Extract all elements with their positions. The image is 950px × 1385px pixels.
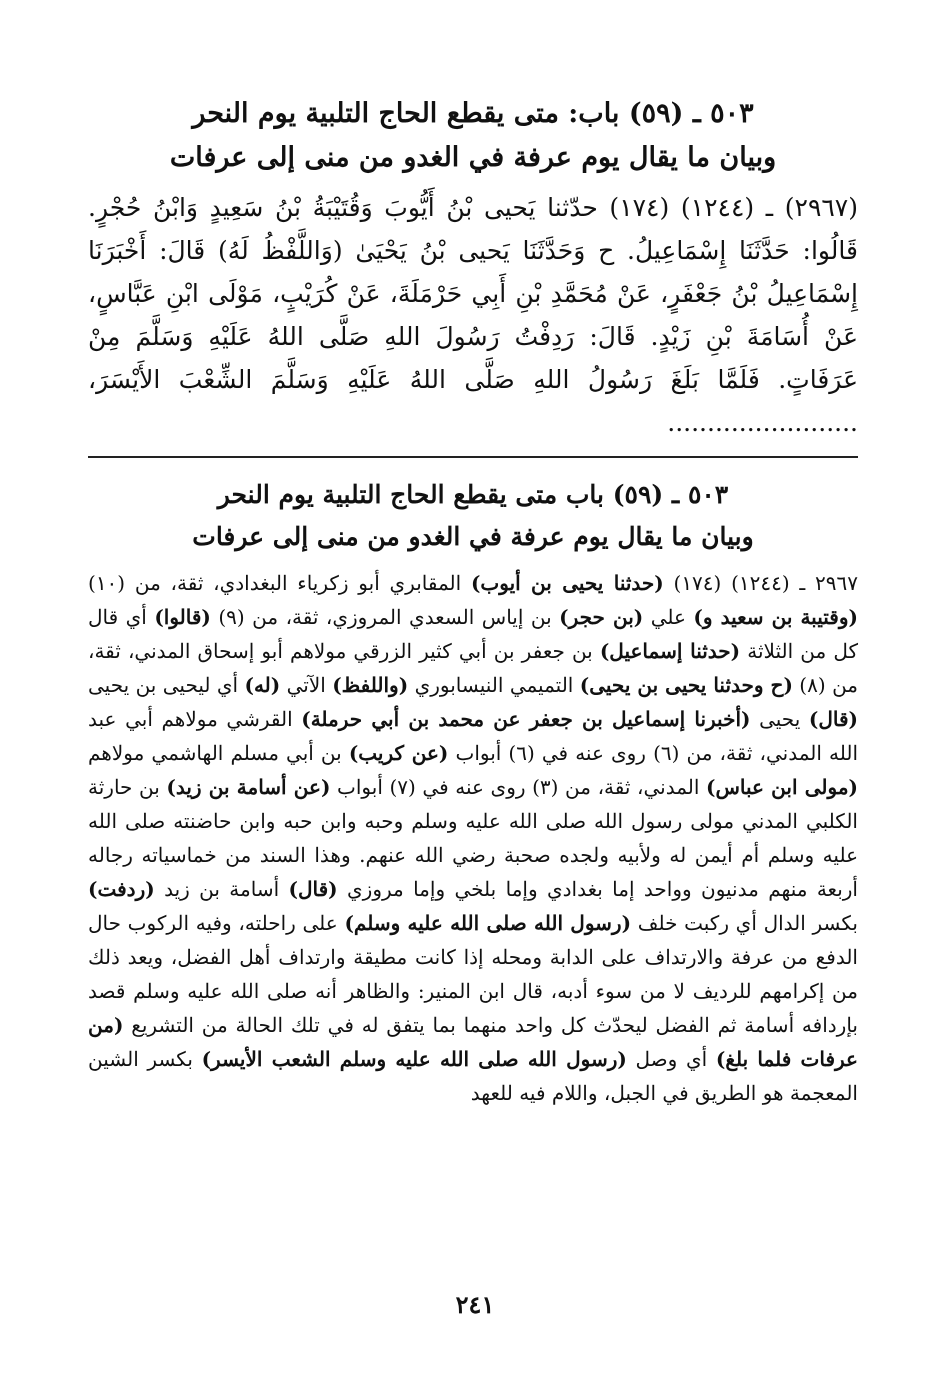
chapter-title-arabic xyxy=(88,92,858,180)
commentary-segment: بن إياس السعدي المروزي، ثقة، من (٩) xyxy=(210,605,560,629)
commentary-segment: يحيى xyxy=(750,707,809,731)
commentary-segment: التميمي النيسابوري xyxy=(408,673,580,697)
commentary-segment: بن حارثة الكلبي المدني مولى رسول الله صلى الله عليه وسلم وحبه وابن حبه وابن حاضنته صلى الله عليه وسلم أم أيمن له ولأبيه ولجده صحبة رضي الله عنهم. وهذا السند من خماسياته رجاله أربعة منهم مدنيون وواحد إما بغدادي وإما بلخي وإما مروزي xyxy=(88,775,858,901)
quoted-hadith-segment: (مولى ابن عباس) xyxy=(706,775,859,799)
quoted-hadith-segment: (حدثنا يحيى بن أيوب) xyxy=(470,571,664,595)
commentary-segment: المقابري أبو زكرياء البغدادي، ثقة، من (١٠) xyxy=(88,571,471,595)
quoted-hadith-segment: (رسول الله صلى الله عليه وسلم) xyxy=(344,911,632,935)
commentary-segment: أي وصل xyxy=(626,1047,716,1071)
commentary-text xyxy=(88,566,858,1110)
quoted-hadith-segment: (وقتيبة بن سعيد و) xyxy=(693,605,858,629)
commentary-segment: المدني، ثقة، من (٣) روى عنه في (٧) أبواب xyxy=(330,775,707,799)
chapter-title-line-2: وبيان ما يقال يوم عرفة في الغدو من منى إلى عرفات xyxy=(169,142,777,173)
commentary-segment: بن جعفر بن أبي كثير الزرقي مولاهم أبو إسحاق المدني، ثقة، من (٨) xyxy=(88,639,859,697)
commentary-title-line-2: وبيان ما يقال يوم عرفة في الغدو من منى إلى عرفات xyxy=(192,522,754,551)
commentary-segment: بكسر الشين المعجمة هو الطريق في الجبل، واللام فيه للعهد xyxy=(88,1047,858,1105)
hadith-paragraph xyxy=(88,186,858,444)
ellipsis: ........................ xyxy=(667,408,858,437)
commentary-segment: بكسر الدال أي ركبت خلف xyxy=(631,911,858,935)
page-number: ٢٤١ xyxy=(455,1290,495,1319)
commentary-segment: أي قال كل من الثلاثة xyxy=(88,605,858,663)
quoted-hadith-segment: (عن أسامة بن زيد) xyxy=(166,775,331,799)
commentary-title-line-1: ٥٠٣ ـ (٥٩) باب متى يقطع الحاج التلبية يوم النحر xyxy=(217,480,729,509)
hadith-text xyxy=(88,186,858,444)
commentary-segment: الآتي xyxy=(280,673,333,697)
commentary-segment: القرشي مولاهم أبي عبد الله المدني، ثقة، من (٦) روى عنه في (٦) أبواب xyxy=(88,707,859,765)
quoted-hadith-segment: (له) xyxy=(244,673,281,697)
quoted-hadith-segment: (واللفظ) xyxy=(332,673,409,697)
quoted-hadith-segment: (بن حجر) xyxy=(559,605,644,629)
section-divider xyxy=(88,456,858,458)
quoted-hadith-segment: (من عرفات فلما بلغ) xyxy=(88,1013,858,1071)
chapter-title-line-1: ٥٠٣ ـ (٥٩) باب: متى يقطع الحاج التلبية يوم النحر xyxy=(192,98,754,129)
quoted-hadith-segment: (قال) xyxy=(808,707,859,731)
hadith-body: (٢٩٦٧) ـ (١٢٤٤) (١٧٤) حدّثنا يَحيى بْنُ أَيُّوبَ وَقُتَيْبَةُ بْنُ سَعِيدٍ وَابْنُ حُجْرٍ. قَالُوا: حَدَّثَنَا إِسْمَاعِيلُ. ح وَحَدَّثَنَا يَحيى بْنُ يَحْيَىٰ (وَاللَّفْظُ لَهُ) قَالَ: أَخْبَرَنَا إِسْمَاعِيلُ بْنُ جَعْفَرٍ، عَنْ مُحَمَّدِ بْنِ أَبِي حَرْمَلَةَ، عَنْ كُرَيْبٍ، مَوْلَى ابْنِ عَبَّاسٍ، عَنْ أُسَامَةَ بْنِ زَيْدٍ. قَالَ: رَدِفْتُ رَسُولَ اللهِ صَلَّى اللهُ عَلَيْهِ وَسَلَّمَ مِنْ عَرَفَاتٍ. فَلَمَّا بَلَغَ رَسُولُ اللهِ صَلَّى اللهُ عَلَيْهِ وَسَلَّمَ الشِّعْبَ الأَيْسَرَ، xyxy=(88,193,858,394)
commentary-segment: علي xyxy=(643,605,694,629)
quoted-hadith-segment: (قال) xyxy=(288,877,338,901)
quoted-hadith-segment: (ح وحدثنا يحيى بن يحيى) xyxy=(579,673,793,697)
quoted-hadith-segment: (قالوا) xyxy=(154,605,211,629)
commentary-paragraph xyxy=(88,566,858,1110)
commentary-segment: ٢٩٦٧ ـ (١٢٤٤) (١٧٤) xyxy=(663,571,858,595)
quoted-hadith-segment: (ردفت) xyxy=(88,877,155,901)
commentary-segment: أسامة بن زيد xyxy=(154,877,289,901)
quoted-hadith-segment: (عن كريب) xyxy=(348,741,449,765)
quoted-hadith-segment: (حدثنا إسماعيل) xyxy=(599,639,741,663)
quoted-hadith-segment: (رسول الله صلى الله عليه وسلم الشعب الأيسر) xyxy=(201,1047,627,1071)
commentary-chapter-title xyxy=(88,474,858,558)
commentary-segment: أي ليحيى بن يحيى xyxy=(88,673,245,697)
quoted-hadith-segment: (أخبرنا إسماعيل بن جعفر عن محمد بن أبي حرملة) xyxy=(301,707,751,731)
commentary-segment: على راحلته، وفيه الركوب حال الدفع من عرفة والارتداف على الدابة ومحله إذا كانت مطيقة وارتداف أهل الفضل، ويعد ذلك من إكرامهم للرديف لا من سوء أدبه، قال ابن المنير: والظاهر أنه صلى الله عليه وسلم قصد بإردافه أسامة ثم الفضل ليحدّث كل واحد منهما بما يتفق له في تلك الحالة من التشريع xyxy=(88,911,858,1037)
commentary-segment: بن أبي مسلم الهاشمي مولاهم xyxy=(88,741,349,765)
